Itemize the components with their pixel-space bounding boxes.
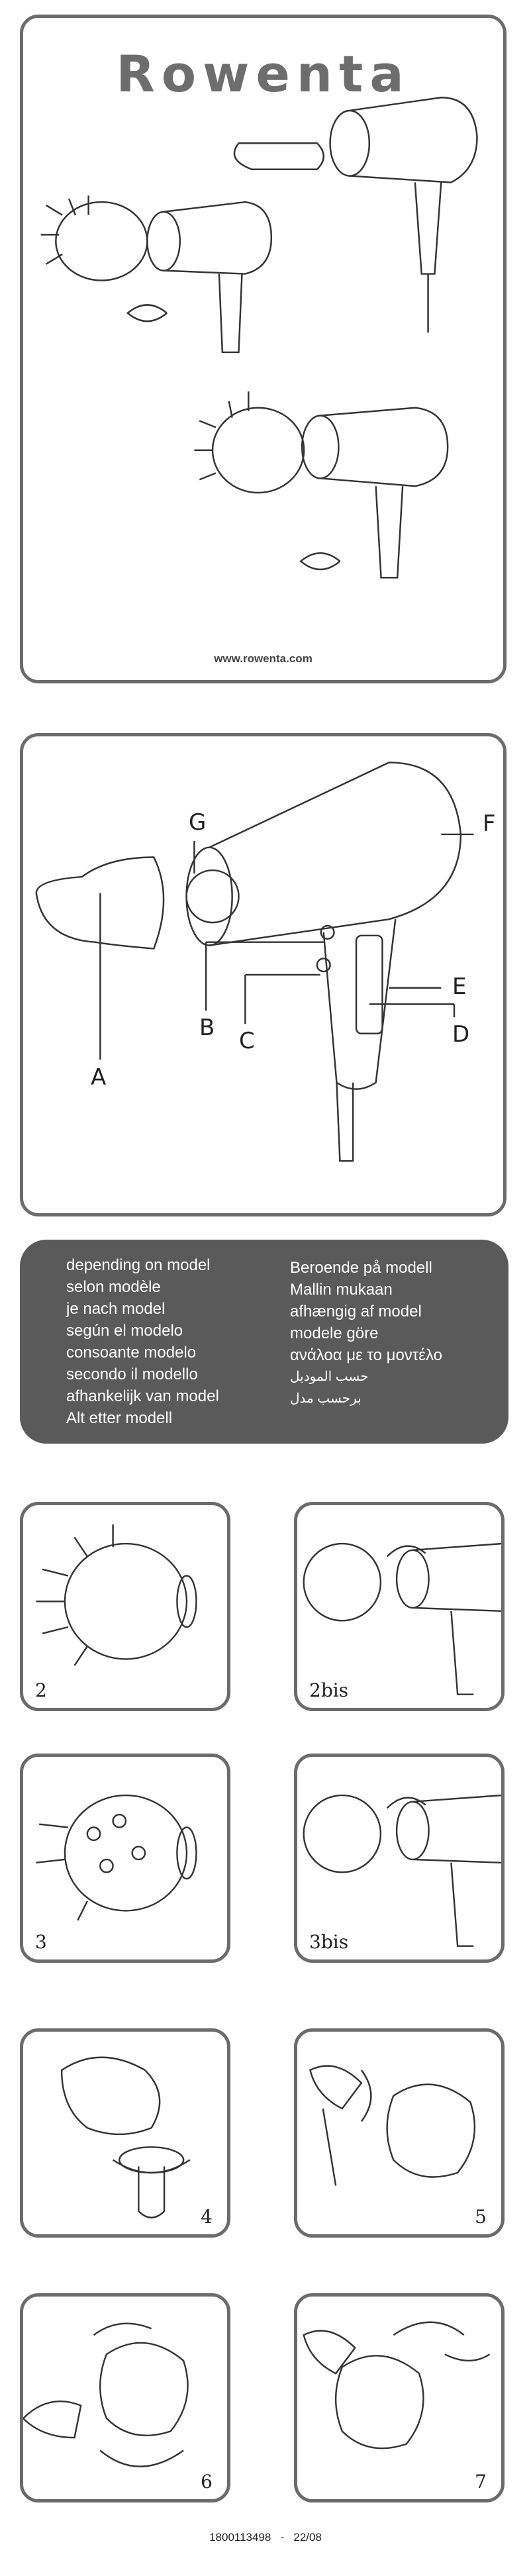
note-es: según el modelo xyxy=(66,1322,183,1340)
website-url: www.rowenta.com xyxy=(214,652,313,665)
part-label-b: B xyxy=(199,1015,215,1041)
figure-number: 2 xyxy=(35,1679,47,1701)
figure-6 xyxy=(20,2293,230,2502)
depending-on-model-note xyxy=(20,1240,508,1444)
part-label-d: D xyxy=(452,1021,470,1048)
figure-4 xyxy=(20,2028,230,2238)
figure-number: 2bis xyxy=(309,1679,349,1701)
part-label-f: F xyxy=(483,811,496,837)
note-fi: Mallin mukaan xyxy=(290,1281,393,1299)
cover-frame xyxy=(20,15,507,683)
styling-right-illustration xyxy=(297,2297,501,2499)
document-code: 1800113498 - 22/08 xyxy=(209,2531,322,2544)
part-label-e: E xyxy=(452,973,467,1000)
figure-number: 3 xyxy=(35,1931,47,1953)
figure-2 xyxy=(20,1502,230,1711)
hair-dryer-parts-drawing xyxy=(23,736,503,1213)
note-fr: selon modèle xyxy=(66,1278,161,1296)
hair-dryer-illustrations xyxy=(23,18,503,680)
part-label-a: A xyxy=(91,1064,107,1091)
note-no: Alt etter modell xyxy=(66,1409,173,1427)
dryer-with-diffuser xyxy=(41,195,271,352)
parts-diagram-frame xyxy=(20,733,507,1216)
figure-number: 6 xyxy=(201,2471,213,2493)
drying-with-diffuser-illustration xyxy=(23,2032,227,2234)
part-label-c: C xyxy=(239,1028,255,1054)
figure-number: 4 xyxy=(201,2206,213,2228)
figure-3bis xyxy=(294,1754,505,1963)
note-de: je nach model xyxy=(66,1300,166,1318)
figure-number: 3bis xyxy=(309,1931,349,1953)
part-label-g: G xyxy=(189,809,207,836)
attach-diffuser-illustration xyxy=(297,1505,501,1708)
dryer-with-volume-diffuser xyxy=(194,391,448,577)
figure-2bis xyxy=(294,1502,505,1711)
note-right-column xyxy=(290,1257,442,1410)
note-sv: Beroende på modell xyxy=(290,1259,432,1277)
note-tr: modele göre xyxy=(290,1324,379,1342)
figure-3 xyxy=(20,1754,230,1963)
figure-number: 7 xyxy=(475,2471,487,2493)
note-da: afhængig af model xyxy=(290,1303,422,1320)
figure-7 xyxy=(294,2293,505,2502)
figure-number: 5 xyxy=(475,2206,487,2228)
diffuser-illustration xyxy=(23,1505,227,1708)
note-fa: برحسب مدل xyxy=(290,1391,362,1406)
note-left-column xyxy=(66,1254,219,1429)
attach-volume-diffuser-illustration xyxy=(297,1757,501,1959)
figure-5 xyxy=(294,2028,505,2238)
note-nl: afhankelijk van model xyxy=(66,1387,219,1405)
rowenta-logo: Rowenta xyxy=(116,44,410,103)
note-pt: consoante modelo xyxy=(66,1344,197,1362)
styling-left-illustration xyxy=(23,2297,227,2499)
styling-with-diffuser-illustration xyxy=(297,2032,501,2234)
dryer-with-concentrator xyxy=(234,97,477,332)
note-it: secondo il modello xyxy=(66,1365,198,1383)
volume-diffuser-illustration xyxy=(23,1757,227,1959)
note-el: ανάλοα με το μοντέλο xyxy=(290,1346,442,1364)
note-en: depending on model xyxy=(66,1256,211,1274)
note-ar: حسب الموديل xyxy=(290,1369,369,1384)
